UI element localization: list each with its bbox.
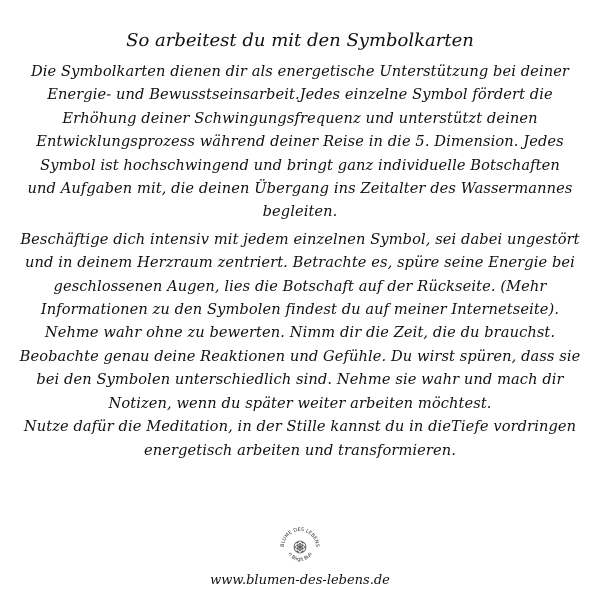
paragraph2-line: Informationen zu den Symbolen findest du auf meiner Internetseite). <box>40 301 560 319</box>
paragraph1-line: Entwicklungsprozess während deiner Reise in die 5. Dimension. Jedes <box>36 133 564 151</box>
paragraph2-line: energetisch arbeiten und transformieren. <box>144 441 456 459</box>
paragraph2-line: Notizen, wenn du später weiter arbeiten möchtest. <box>108 394 492 412</box>
logo-text-bottom-path: n Birgit Bus <box>286 551 314 564</box>
flower-of-life-icon <box>276 523 324 571</box>
paragraph1-line: und Aufgaben mit, die deinen Übergang ins Zeitalter des Wassermannes <box>27 180 573 198</box>
paragraph1-line: Die Symbolkarten dienen dir als energetische Unterstützung bei deiner <box>30 63 570 80</box>
paragraph1-line: Symbol ist hochschwingend und bringt ganz individuelle Botschaften <box>40 156 560 174</box>
flower-of-life-logo <box>276 523 324 571</box>
body-text <box>14 60 586 462</box>
paragraph2-line: bei den Symbolen unterschiedlich sind. Nehme sie wahr und mach dir <box>36 371 564 389</box>
page-title: So arbeitest du mit den Symbolkarten <box>126 30 474 51</box>
paragraph1-line: begleiten. <box>262 203 338 221</box>
paragraph2-line: Beobachte genau deine Reaktionen und Gefühle. Du wirst spüren, dass sie <box>19 347 581 365</box>
paragraph1-line: Erhöhung deiner Schwingungsfrequenz und unterstützt deinen <box>62 109 538 127</box>
paragraph2-line: Nutze dafür die Meditation, in der Stille kannst du in dieTiefe vordringen <box>23 418 577 436</box>
paragraph2-line: geschlossenen Augen, lies die Botschaft auf der Rückseite. (Mehr <box>53 277 547 295</box>
flower-pattern <box>294 541 306 553</box>
website-link[interactable]: www.blumen-des-lebens.de <box>210 573 390 588</box>
paragraph2-line: Nehme wahr ohne zu bewerten. Nimm dir die Zeit, die du brauchst. <box>44 324 556 342</box>
paragraph2-line: Beschäftige dich intensiv mit jedem einzelnen Symbol, sei dabei ungestört <box>20 230 580 248</box>
logo-text-top-path: BLUME DES LEBENS <box>279 526 321 548</box>
paragraph2-line: und in deinem Herzraum zentriert. Betrachte es, spüre seine Energie bei <box>25 254 575 272</box>
paragraph1-line: Energie- und Bewusstseinsarbeit.Jedes einzelne Symbol fördert die <box>47 86 553 104</box>
